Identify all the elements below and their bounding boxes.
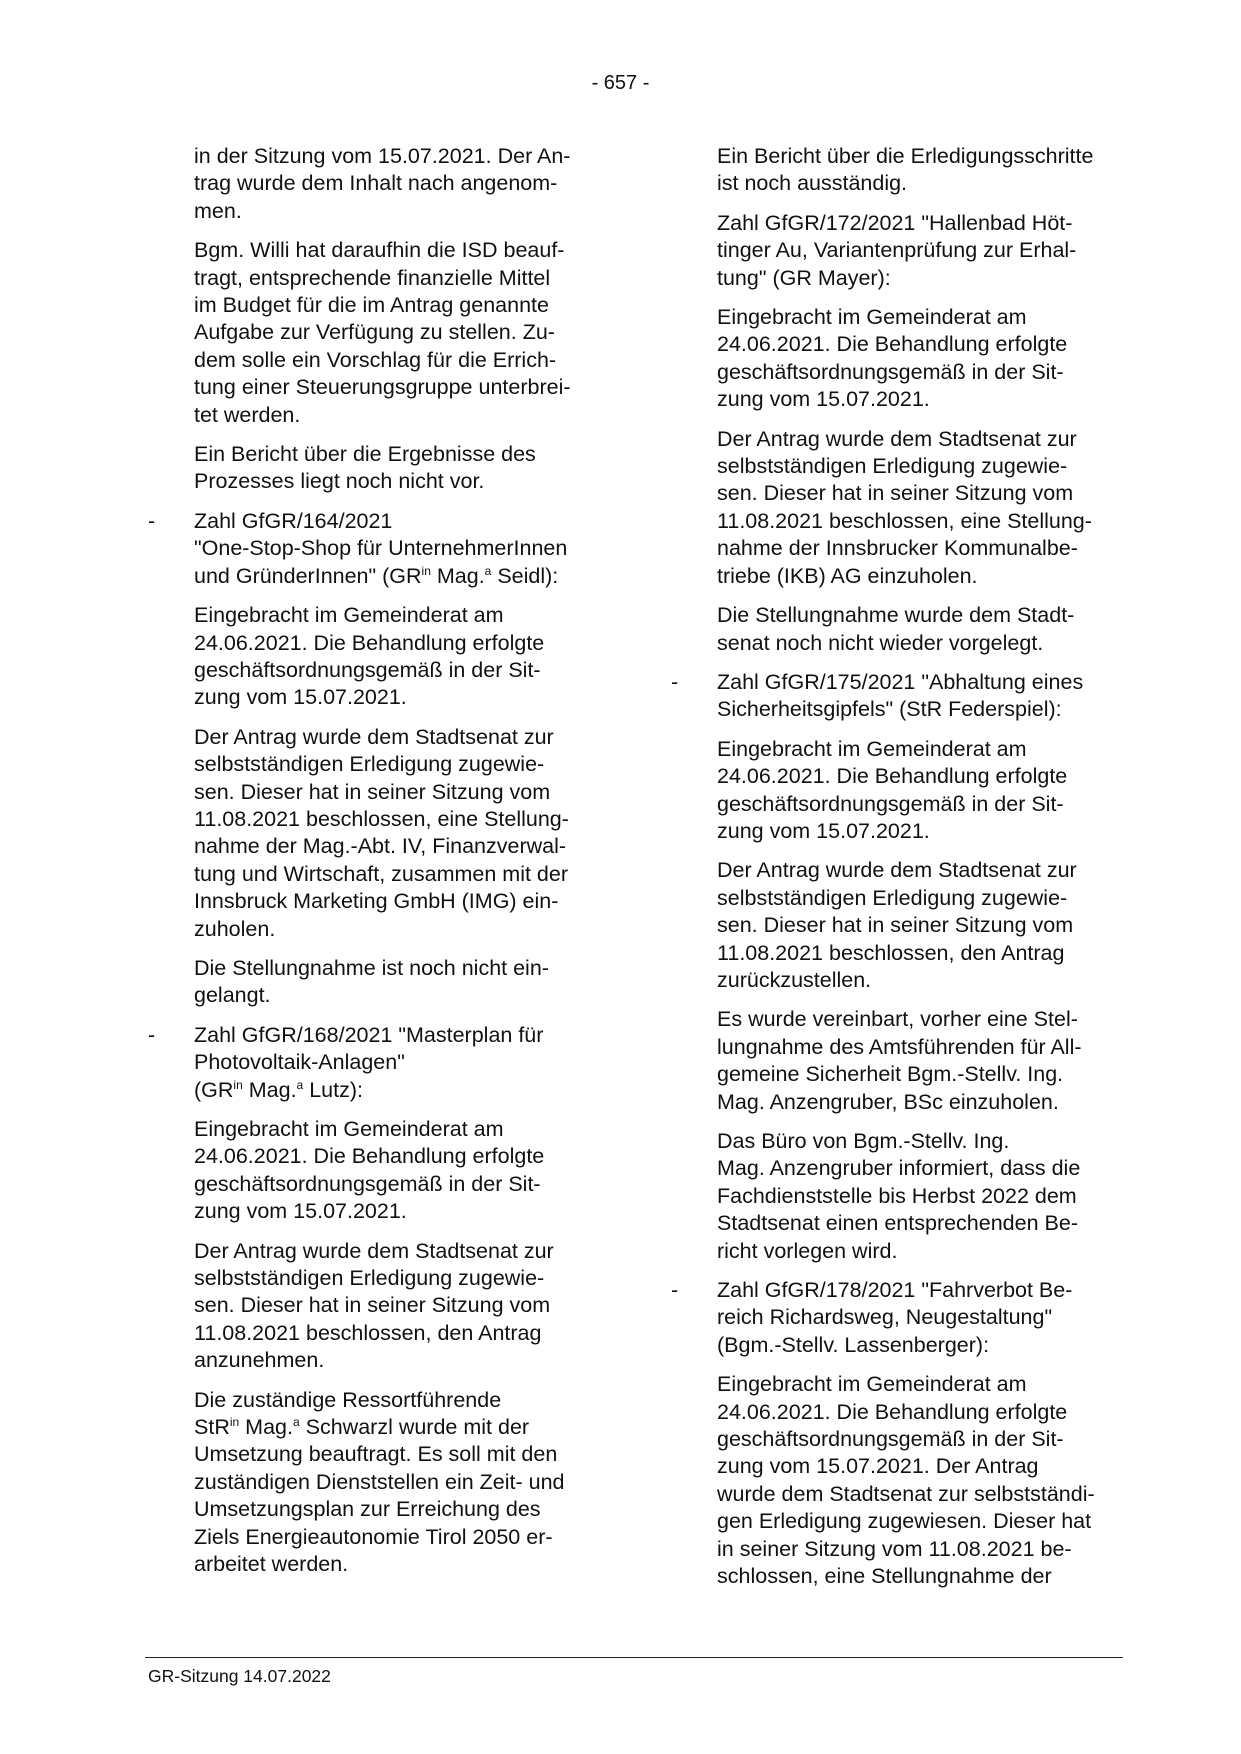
superscript: a <box>292 1415 300 1430</box>
paragraph-text: Mag. <box>239 1415 293 1440</box>
paragraph: Die Stellungnahme ist noch nicht ein- gelangt. <box>194 955 549 1008</box>
paragraph: Der Antrag wurde dem Stadtsenat zur selbstständigen Erledigung zugewie- sen. Dieser hat in seiner Sitzung vom 11.08.2021 beschlossen, den Antrag zurückzustellen. <box>717 858 1077 992</box>
list-item-175 <box>671 669 1127 724</box>
superscript: in <box>421 563 431 578</box>
item-text: Seidl): <box>491 563 559 588</box>
paragraph: Ein Bericht über die Ergebnisse des Prozesses liegt noch nicht vor. <box>194 442 536 494</box>
paragraph: Die Stellungnahme wurde dem Stadt- senat noch nicht wieder vorgelegt. <box>717 603 1075 655</box>
list-item-164 <box>148 508 604 590</box>
paragraph <box>194 1387 604 1579</box>
paragraph: Es wurde vereinbart, vorher eine Stel- lungnahme des Amtsführenden für All- gemeine Sicherheit Bgm.-Stellv. Ing. Mag. Anzengruber, BSc einzuholen. <box>717 1007 1082 1114</box>
item-text: Mag. <box>242 1077 297 1102</box>
paragraph: Bgm. Willi hat daraufhin die ISD beauf- tragt, entsprechende finanzielle Mittel im Budget für die im Antrag genannte Aufgabe zur Verfügung zu stellen. Zu- dem solle ein Vorschlag für die Errich- tung einer Steuerungsgruppe unterbrei- tet werden. <box>194 238 571 427</box>
item-text: Lutz): <box>303 1077 363 1102</box>
superscript: a <box>484 563 492 578</box>
paragraph: Der Antrag wurde dem Stadtsenat zur selbstständigen Erledigung zugewie- sen. Dieser hat in seiner Sitzung vom 11.08.2021 beschlossen, eine Stellung- nahme der Mag.-Abt. IV, Finanzverwal- tung und Wirtschaft, zusammen mit der Innsbruck Marketing GmbH (IMG) ein- zuholen. <box>194 724 569 941</box>
superscript: a <box>296 1077 304 1092</box>
right-column <box>671 143 1127 1603</box>
superscript: in <box>233 1077 243 1092</box>
item-text: Mag. <box>430 563 485 588</box>
paragraph: Eingebracht im Gemeinderat am 24.06.2021. Die Behandlung erfolgte geschäftsordnungsgemäß in der Sit- zung vom 15.07.2021. <box>194 1117 545 1224</box>
item-text: Zahl GfGR/178/2021 "Fahrverbot Be- reich Richardsweg, Neugestaltung" (Bgm.-Stellv. Lassenberger): <box>717 1278 1073 1357</box>
list-dash: - <box>148 1022 156 1047</box>
paragraph: Eingebracht im Gemeinderat am 24.06.2021. Die Behandlung erfolgte geschäftsordnungsgemäß in der Sit- zung vom 15.07.2021. Der Antrag wurde dem Stadtsenat zur selbstständi- gen Erledigung zugewiesen. Dieser hat in seiner Sitzung vom 11.08.2021 be- schlossen, eine Stellungnahme der <box>717 1372 1095 1589</box>
list-dash: - <box>671 669 679 694</box>
left-column <box>148 143 604 1591</box>
paragraph-text: Die zuständige Ressortführende StR <box>194 1387 502 1440</box>
list-item-168 <box>148 1022 604 1104</box>
item-text: Zahl GfGR/164/2021 "One-Stop-Shop für UnternehmerInnen und GründerInnen" (GR <box>194 508 568 588</box>
item-text: Zahl GfGR/175/2021 "Abhaltung eines Sicherheitsgipfels" (StR Federspiel): <box>717 669 1084 722</box>
footer-divider <box>145 1657 1123 1658</box>
list-item-178 <box>671 1277 1127 1359</box>
paragraph: Eingebracht im Gemeinderat am 24.06.2021. Die Behandlung erfolgte geschäftsordnungsgemäß in der Sit- zung vom 15.07.2021. <box>717 736 1068 843</box>
paragraph: Der Antrag wurde dem Stadtsenat zur selbstständigen Erledigung zugewie- sen. Dieser hat in seiner Sitzung vom 11.08.2021 beschlossen, eine Stellung- nahme der Innsbrucker Kommunalbe- triebe (IKB) AG einzuholen. <box>717 426 1092 588</box>
list-dash: - <box>671 1278 679 1303</box>
paragraph: in der Sitzung vom 15.07.2021. Der An- trag wurde dem Inhalt nach angenom- men. <box>194 144 571 223</box>
paragraph: Das Büro von Bgm.-Stellv. Ing. Mag. Anzengruber informiert, dass die Fachdienststelle bis Herbst 2022 dem Stadtsenat einen entsprechenden Be- richt vorlegen wird. <box>717 1129 1081 1263</box>
item-text: Zahl GfGR/168/2021 "Masterplan für Photovoltaik-Anlagen" (GR <box>194 1022 544 1102</box>
page-number: - 657 - <box>591 72 650 94</box>
paragraph: Zahl GfGR/172/2021 "Hallenbad Höt- tinger Au, Variantenprüfung zur Erhal- tung" (GR Mayer): <box>717 210 1077 290</box>
paragraph: Eingebracht im Gemeinderat am 24.06.2021. Die Behandlung erfolgte geschäftsordnungsgemäß in der Sit- zung vom 15.07.2021. <box>194 603 545 710</box>
paragraph: Der Antrag wurde dem Stadtsenat zur selbstständigen Erledigung zugewie- sen. Dieser hat in seiner Sitzung vom 11.08.2021 beschlossen, den Antrag anzunehmen. <box>194 1238 554 1373</box>
paragraph: Eingebracht im Gemeinderat am 24.06.2021. Die Behandlung erfolgte geschäftsordnungsgemäß in der Sit- zung vom 15.07.2021. <box>717 305 1068 412</box>
footer-text: GR-Sitzung 14.07.2022 <box>148 1666 331 1686</box>
paragraph-text: Schwarzl wurde mit der Umsetzung beauftragt. Es soll mit den zuständigen Dienststellen ein Zeit- und Umsetzungsplan zur Erreichung des Ziels Energieautonomie Tirol 2050 er- arbeitet werden. <box>194 1415 565 1577</box>
paragraph: Ein Bericht über die Erledigungsschritte ist noch ausständig. <box>717 144 1094 196</box>
superscript: in <box>229 1415 240 1430</box>
list-dash: - <box>148 508 156 533</box>
